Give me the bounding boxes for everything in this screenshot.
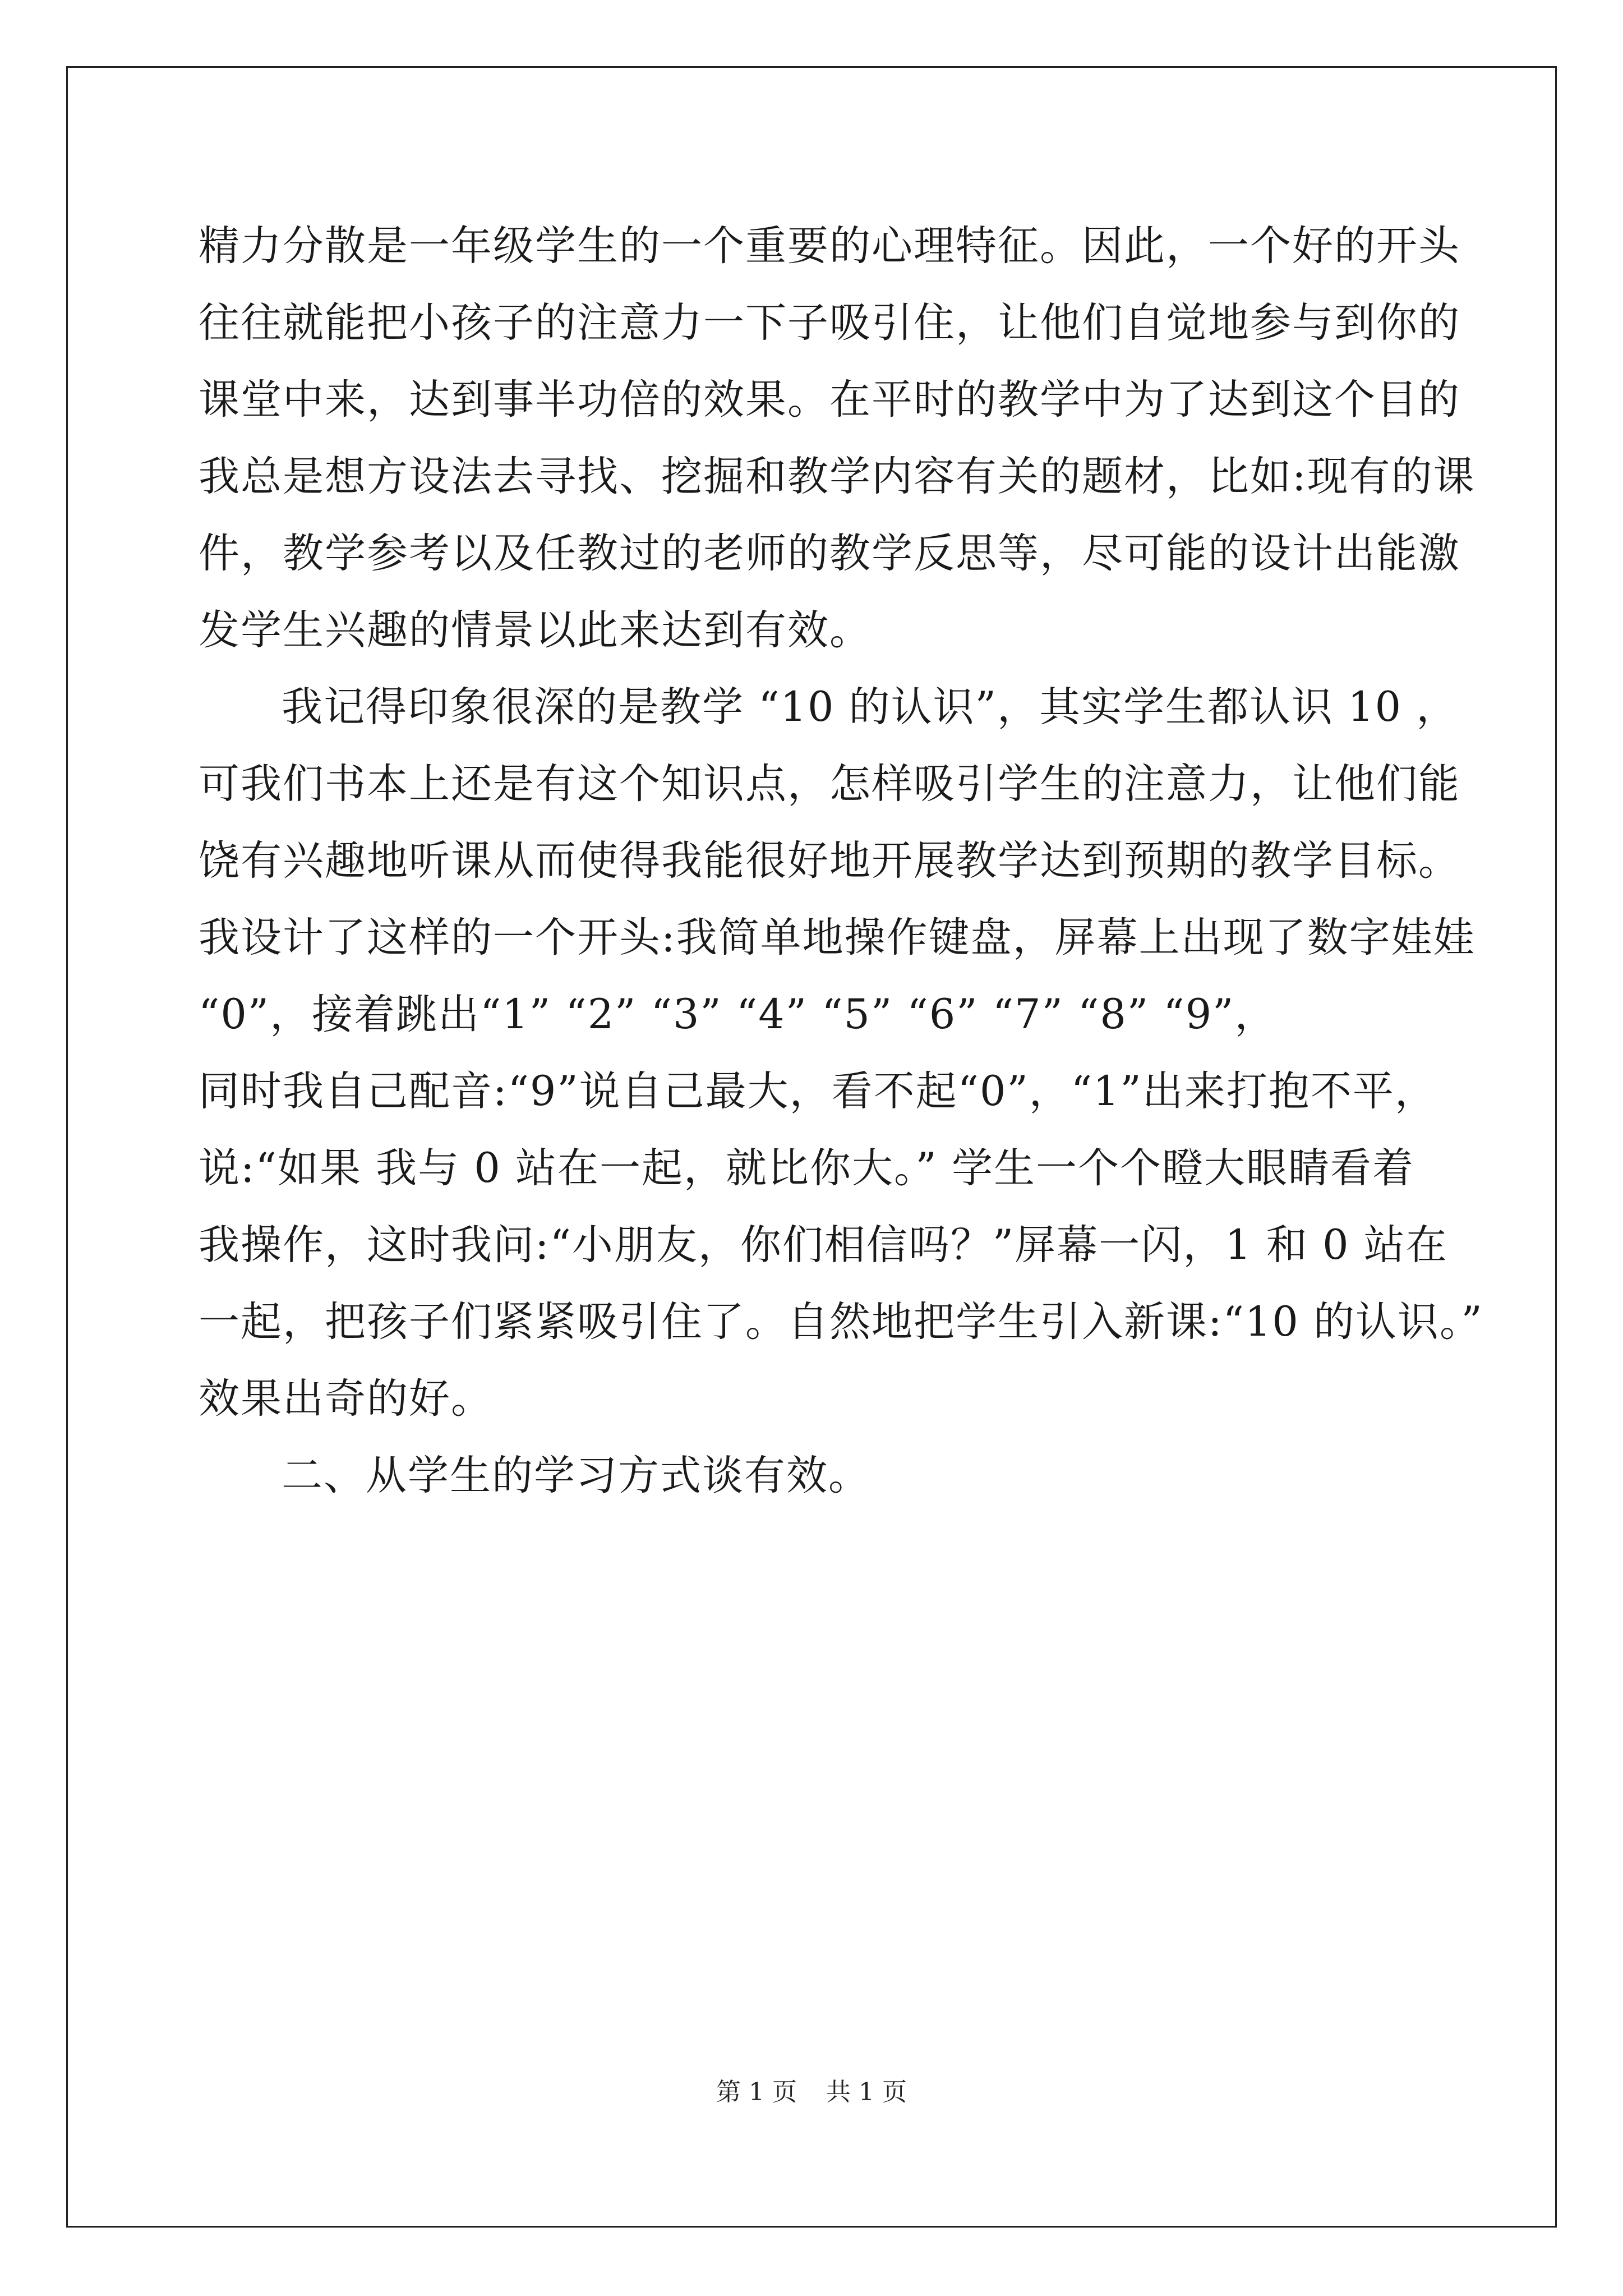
text-line: 件，教学参考以及任教过的老师的教学反思等，尽可能的设计出能激 (199, 530, 1460, 577)
text-line: 发学生兴趣的情景以此来达到有效。 (199, 606, 872, 654)
text-line: 我操作，这时我问:“小朋友，你们相信吗？”屏幕一闪，1 和 0 站在 (199, 1221, 1448, 1269)
document-body (199, 208, 1483, 1514)
text-line: 效果出奇的好。 (199, 1375, 493, 1423)
text-line: 说:“如果 我与 0 站在一起，就比你大。” 学生一个个瞪大眼睛看着 (199, 1144, 1414, 1192)
text-line: 精力分散是一年级学生的一个重要的心理特征。因此，一个好的开头 (199, 222, 1460, 270)
text-line: 往往就能把小孩子的注意力一下子吸引住，让他们自觉地参与到你的 (199, 299, 1460, 347)
text-line: 我记得印象很深的是教学 “10 的认识”，其实学生都认识 10 ， (282, 683, 1459, 731)
text-line: 同时我自己配音:“9”说自己最大，看不起“0”，“1”出来打抱不平， (199, 1068, 1437, 1115)
text-line: 我总是想方设法去寻找、挖掘和教学内容有关的题材，比如:现有的课 (199, 453, 1476, 500)
text-line: “0”，接着跳出“1” “2” “3” “4” “5” “6” “7” “8” “9”， (199, 991, 1277, 1038)
text-line: 我设计了这样的一个开头:我简单地操作键盘，屏幕上出现了数字娃娃 (199, 914, 1476, 961)
text-line: 课堂中来，达到事半功倍的效果。在平时的教学中为了达到这个目的 (199, 376, 1460, 424)
page-footer (0, 2076, 1623, 2109)
text-line: 可我们书本上还是有这个知识点，怎样吸引学生的注意力，让他们能 (199, 760, 1460, 808)
section-heading: 二、从学生的学习方式谈有效。 (282, 1452, 870, 1499)
text-line: 一起，把孩子们紧紧吸引住了。自然地把学生引入新课:“10 的认识。” (199, 1298, 1483, 1346)
page-total: 共 1 页 (826, 2078, 907, 2106)
text-line: 饶有兴趣地听课从而使得我能很好地开展教学达到预期的教学目标。 (199, 837, 1460, 885)
page-number: 第 1 页 (716, 2078, 797, 2106)
